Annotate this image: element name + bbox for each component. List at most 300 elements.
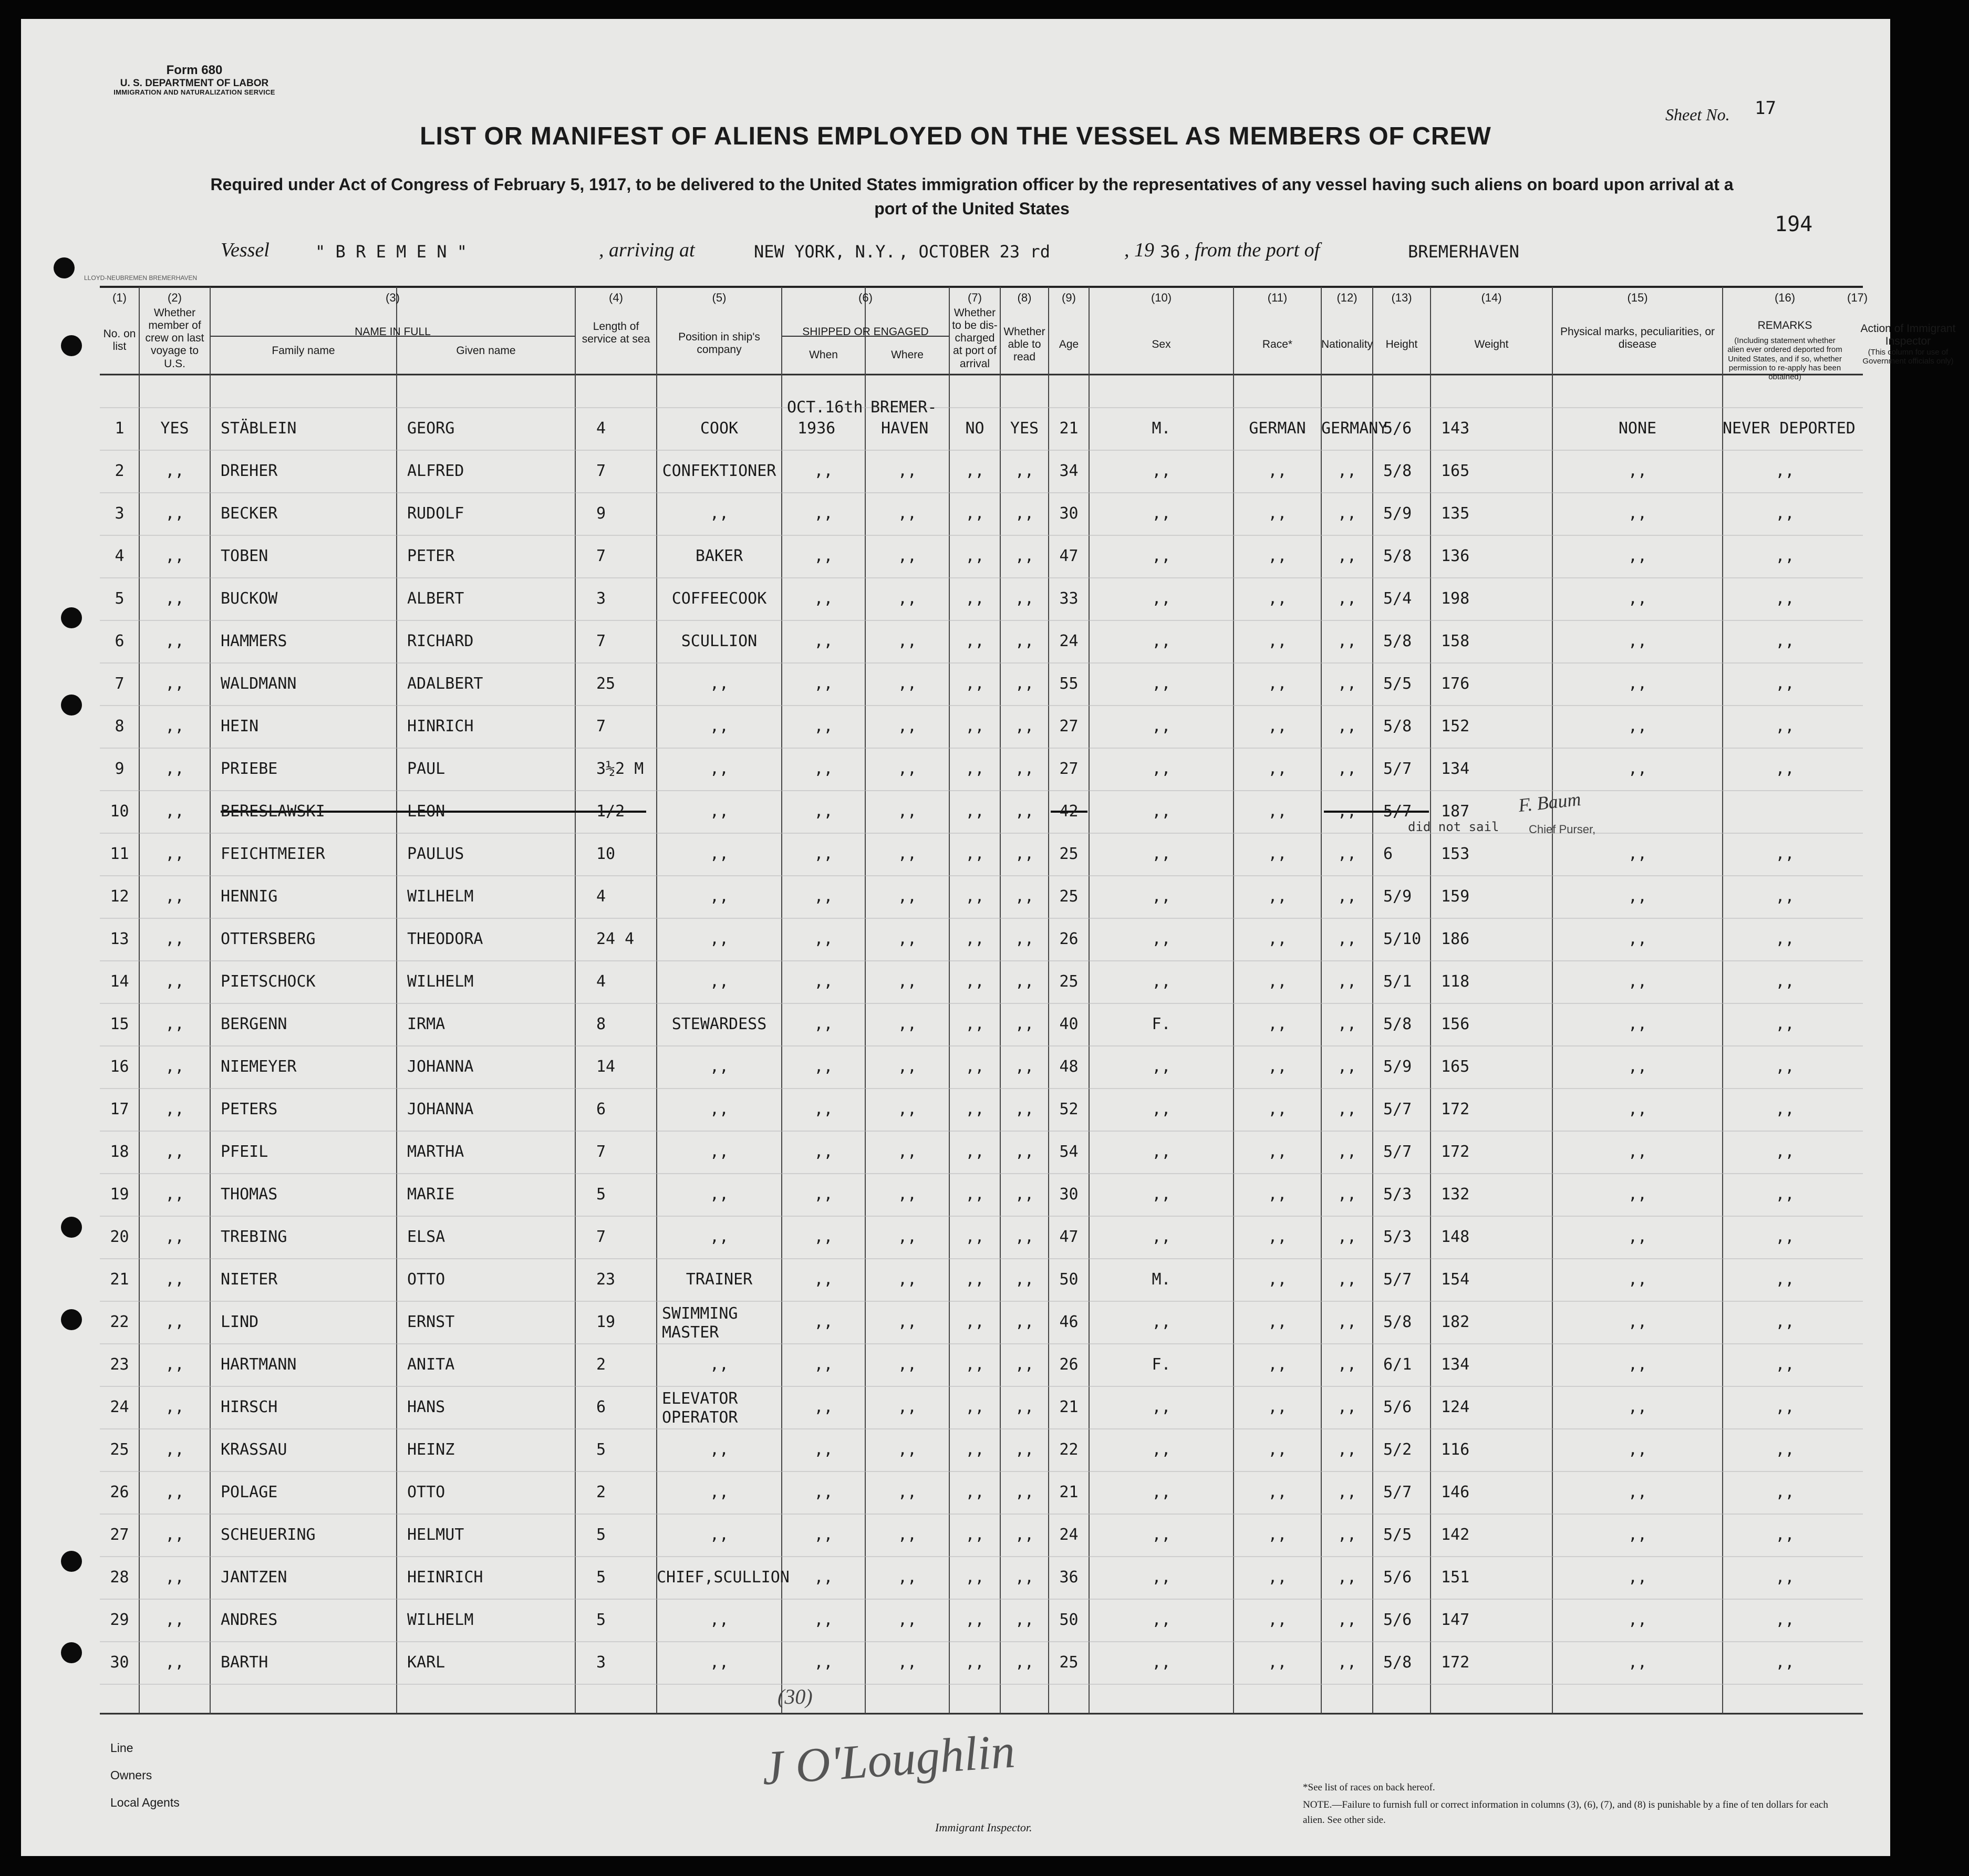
arrival-year: 36 bbox=[1160, 242, 1180, 262]
family-name-cell: HARTMANN bbox=[221, 1355, 297, 1374]
sex-cell: ,, bbox=[1152, 1313, 1171, 1331]
shipped-where-cell: ,, bbox=[897, 972, 917, 991]
discharged-cell: ,, bbox=[965, 845, 984, 863]
position-cell: ,, bbox=[709, 760, 729, 778]
row-number: 3 bbox=[115, 504, 125, 523]
physical-marks-cell: ,, bbox=[1628, 930, 1647, 948]
position-cell: ,, bbox=[709, 845, 729, 863]
position-cell: ,, bbox=[709, 1228, 729, 1246]
discharged-cell: ,, bbox=[965, 802, 984, 821]
given-name-cell: KARL bbox=[407, 1653, 445, 1672]
service-length-cell: 5 bbox=[596, 1526, 606, 1544]
weight-cell: 165 bbox=[1441, 462, 1470, 480]
shipped-when-cell: 1936 bbox=[797, 419, 836, 438]
binder-hole bbox=[61, 607, 82, 628]
last-voyage-cell: ,, bbox=[165, 1058, 184, 1076]
weight-cell: 118 bbox=[1441, 972, 1470, 991]
form-number: Form 680 bbox=[166, 63, 223, 77]
header-member-last-voyage: Whether member of crew on last voyage to U.S. bbox=[145, 307, 204, 370]
race-cell: ,, bbox=[1268, 504, 1287, 523]
purser-title: Chief Purser, bbox=[1529, 823, 1596, 836]
age-cell: 42 bbox=[1059, 802, 1079, 821]
height-cell: 5/5 bbox=[1383, 1526, 1412, 1544]
sex-cell: ,, bbox=[1152, 589, 1171, 608]
height-cell: 5/7 bbox=[1383, 760, 1412, 778]
physical-marks-cell: ,, bbox=[1628, 675, 1647, 693]
age-cell: 48 bbox=[1059, 1058, 1079, 1076]
shipped-when-cell: ,, bbox=[814, 547, 833, 565]
height-cell: 5/8 bbox=[1383, 717, 1412, 735]
row-number: 15 bbox=[110, 1015, 129, 1033]
family-name-cell: TREBING bbox=[221, 1228, 287, 1246]
given-name-cell: PAUL bbox=[407, 760, 445, 778]
family-name-cell: BARTH bbox=[221, 1653, 268, 1672]
height-cell: 5/7 bbox=[1383, 1270, 1412, 1289]
nationality-cell: ,, bbox=[1337, 1611, 1357, 1629]
shipped-when-cell: ,, bbox=[814, 1015, 833, 1033]
able-to-read-cell: ,, bbox=[1014, 632, 1034, 650]
column-number: (17) bbox=[1847, 291, 1868, 304]
vessel-label: Vessel bbox=[221, 239, 270, 261]
company-stamp: LLOYD-NEUBREMEN BREMERHAVEN bbox=[84, 274, 198, 282]
service-length-cell: 24 4 bbox=[596, 930, 635, 948]
last-voyage-cell: ,, bbox=[165, 1398, 184, 1416]
binder-hole bbox=[61, 1217, 82, 1238]
able-to-read-cell: ,, bbox=[1014, 1526, 1034, 1544]
physical-marks-cell: ,, bbox=[1628, 1100, 1647, 1118]
subtitle-line-1: Required under Act of Congress of February 5, 1917, to be delivered to the United States immigration officer by the representatives of any vessel having such aliens on board upon arrival at a bbox=[210, 175, 1734, 194]
column-number: (1) bbox=[112, 291, 127, 304]
weight-cell: 198 bbox=[1441, 589, 1470, 608]
remarks-cell: ,, bbox=[1775, 589, 1795, 608]
given-name-cell: LEON bbox=[407, 802, 445, 821]
remarks-cell: ,, bbox=[1775, 1228, 1795, 1246]
last-voyage-cell: ,, bbox=[165, 717, 184, 735]
local-agents-label: Local Agents bbox=[110, 1796, 180, 1809]
discharged-cell: ,, bbox=[965, 1526, 984, 1544]
nationality-cell: GERMANY bbox=[1321, 419, 1388, 438]
race-cell: ,, bbox=[1268, 547, 1287, 565]
physical-marks-cell: ,, bbox=[1628, 1015, 1647, 1033]
service-length-cell: 5 bbox=[596, 1440, 606, 1459]
age-cell: 30 bbox=[1059, 504, 1079, 523]
height-cell: 5/9 bbox=[1383, 504, 1412, 523]
remarks-cell: ,, bbox=[1775, 1568, 1795, 1587]
last-voyage-cell: ,, bbox=[165, 887, 184, 906]
family-name-cell: NIEMEYER bbox=[221, 1058, 297, 1076]
remarks-cell: ,, bbox=[1775, 1100, 1795, 1118]
age-cell: 47 bbox=[1059, 1228, 1079, 1246]
nationality-cell: ,, bbox=[1337, 930, 1357, 948]
binder-hole bbox=[61, 335, 82, 356]
age-cell: 21 bbox=[1059, 1398, 1079, 1416]
shipped-where-cell: ,, bbox=[897, 1058, 917, 1076]
column-number: (3) bbox=[386, 291, 400, 304]
physical-marks-cell: ,, bbox=[1628, 1398, 1647, 1416]
able-to-read-cell: ,, bbox=[1014, 972, 1034, 991]
sex-cell: ,, bbox=[1152, 547, 1171, 565]
discharged-cell: ,, bbox=[965, 1653, 984, 1672]
shipped-when-cell: ,, bbox=[814, 1058, 833, 1076]
given-name-cell: HELMUT bbox=[407, 1526, 464, 1544]
row-number: 24 bbox=[110, 1398, 129, 1416]
discharged-cell: ,, bbox=[965, 1143, 984, 1161]
weight-cell: 146 bbox=[1441, 1483, 1470, 1501]
shipped-where-cell: ,, bbox=[897, 1270, 917, 1289]
age-cell: 22 bbox=[1059, 1440, 1079, 1459]
sex-cell: ,, bbox=[1152, 972, 1171, 991]
race-cell: ,, bbox=[1268, 589, 1287, 608]
able-to-read-cell: ,, bbox=[1014, 1440, 1034, 1459]
sex-cell: ,, bbox=[1152, 1228, 1171, 1246]
column-number: (15) bbox=[1627, 291, 1648, 304]
given-name-cell: JOHANNA bbox=[407, 1100, 474, 1118]
given-name-cell: GEORG bbox=[407, 419, 455, 438]
able-to-read-cell: ,, bbox=[1014, 675, 1034, 693]
position-cell: SWIMMING bbox=[662, 1304, 738, 1323]
sex-cell: ,, bbox=[1152, 632, 1171, 650]
height-cell: 5/2 bbox=[1383, 1440, 1412, 1459]
row-number: 4 bbox=[115, 547, 125, 565]
given-name-cell: WILHELM bbox=[407, 1611, 474, 1629]
service-length-cell: 2 bbox=[596, 1355, 606, 1374]
last-voyage-cell: YES bbox=[160, 419, 189, 438]
column-number: (10) bbox=[1151, 291, 1172, 304]
able-to-read-cell: ,, bbox=[1014, 802, 1034, 821]
nationality-cell: ,, bbox=[1337, 547, 1357, 565]
sex-cell: ,, bbox=[1152, 717, 1171, 735]
weight-cell: 172 bbox=[1441, 1100, 1470, 1118]
family-name-cell: POLAGE bbox=[221, 1483, 278, 1501]
shipped-where-cell: ,, bbox=[897, 504, 917, 523]
binder-hole bbox=[54, 257, 75, 278]
age-cell: 47 bbox=[1059, 547, 1079, 565]
physical-marks-cell: ,, bbox=[1628, 845, 1647, 863]
sex-cell: ,, bbox=[1152, 802, 1171, 821]
age-cell: 27 bbox=[1059, 760, 1079, 778]
weight-cell: 151 bbox=[1441, 1568, 1470, 1587]
race-cell: ,, bbox=[1268, 1611, 1287, 1629]
position-cell: ,, bbox=[709, 1440, 729, 1459]
age-cell: 54 bbox=[1059, 1143, 1079, 1161]
sex-cell: ,, bbox=[1152, 1398, 1171, 1416]
discharged-cell: ,, bbox=[965, 589, 984, 608]
sex-cell: M. bbox=[1152, 1270, 1171, 1289]
service-length-cell: 25 bbox=[596, 675, 616, 693]
physical-marks-cell: NONE bbox=[1618, 419, 1657, 438]
physical-marks-cell: ,, bbox=[1628, 1611, 1647, 1629]
family-name-cell: THOMAS bbox=[221, 1185, 278, 1204]
discharged-cell: ,, bbox=[965, 1611, 984, 1629]
discharged-cell: ,, bbox=[965, 1228, 984, 1246]
row-number: 1 bbox=[115, 419, 125, 438]
service-length-cell: 19 bbox=[596, 1313, 616, 1331]
header-when: When bbox=[809, 349, 838, 361]
height-cell: 5/3 bbox=[1383, 1185, 1412, 1204]
service-length-cell: 3 bbox=[596, 1653, 606, 1672]
height-cell: 5/6 bbox=[1383, 1611, 1412, 1629]
row-number: 9 bbox=[115, 760, 125, 778]
nationality-cell: ,, bbox=[1337, 504, 1357, 523]
remarks-cell: ,, bbox=[1775, 1270, 1795, 1289]
race-cell: ,, bbox=[1268, 1228, 1287, 1246]
position-cell: ,, bbox=[709, 1653, 729, 1672]
given-name-cell: ELSA bbox=[407, 1228, 445, 1246]
shipped-when-cell: ,, bbox=[814, 1440, 833, 1459]
service-length-cell: 5 bbox=[596, 1568, 606, 1587]
header-weight: Weight bbox=[1474, 338, 1509, 350]
remarks-cell: ,, bbox=[1775, 760, 1795, 778]
age-cell: 50 bbox=[1059, 1270, 1079, 1289]
last-voyage-cell: ,, bbox=[165, 1483, 184, 1501]
able-to-read-cell: ,, bbox=[1014, 1270, 1034, 1289]
able-to-read-cell: ,, bbox=[1014, 1185, 1034, 1204]
race-cell: ,, bbox=[1268, 1100, 1287, 1118]
header-physical-marks: Physical marks, peculiarities, or disease bbox=[1560, 326, 1715, 351]
race-cell: ,, bbox=[1268, 1313, 1287, 1331]
shipped-when-cell: ,, bbox=[814, 717, 833, 735]
form-department: U. S. DEPARTMENT OF LABOR bbox=[120, 77, 269, 89]
weight-cell: 132 bbox=[1441, 1185, 1470, 1204]
given-name-cell: MARTHA bbox=[407, 1143, 464, 1161]
physical-marks-cell: ,, bbox=[1628, 504, 1647, 523]
departure-port: BREMERHAVEN bbox=[1408, 242, 1519, 262]
discharged-cell: ,, bbox=[965, 1568, 984, 1587]
row-number: 12 bbox=[110, 887, 129, 906]
header-remarks-sub: (Including statement whether alien ever ordered deported from United States, and if so, whether permission to re-apply has been obtained) bbox=[1727, 336, 1842, 381]
family-name-cell: PIETSCHOCK bbox=[221, 972, 316, 991]
row-number: 6 bbox=[115, 632, 125, 650]
service-length-cell: 8 bbox=[596, 1015, 606, 1033]
race-cell: ,, bbox=[1268, 845, 1287, 863]
nationality-cell: ,, bbox=[1337, 802, 1357, 821]
shipped-where-cell: ,, bbox=[897, 1015, 917, 1033]
age-cell: 25 bbox=[1059, 972, 1079, 991]
physical-marks-cell: ,, bbox=[1628, 462, 1647, 480]
position-cell: ,, bbox=[709, 930, 729, 948]
family-name-cell: DREHER bbox=[221, 462, 278, 480]
physical-marks-cell: ,, bbox=[1628, 1440, 1647, 1459]
row-number: 22 bbox=[110, 1313, 129, 1331]
physical-marks-cell: ,, bbox=[1628, 589, 1647, 608]
given-name-cell: THEODORA bbox=[407, 930, 483, 948]
race-cell: ,, bbox=[1268, 1270, 1287, 1289]
row-number: 13 bbox=[110, 930, 129, 948]
header-nationality: Nationality bbox=[1321, 338, 1373, 350]
service-length-cell: 7 bbox=[596, 1143, 606, 1161]
remarks-cell: ,, bbox=[1775, 717, 1795, 735]
last-voyage-cell: ,, bbox=[165, 547, 184, 565]
column-number: (4) bbox=[609, 291, 623, 304]
nationality-cell: ,, bbox=[1337, 1015, 1357, 1033]
row-number: 26 bbox=[110, 1483, 129, 1501]
shipped-when-cell: ,, bbox=[814, 504, 833, 523]
position-cell: ,, bbox=[709, 1526, 729, 1544]
race-cell: ,, bbox=[1268, 972, 1287, 991]
discharged-cell: ,, bbox=[965, 930, 984, 948]
shipped-where-cell: ,, bbox=[897, 717, 917, 735]
discharged-cell: ,, bbox=[965, 632, 984, 650]
service-length-cell: 4 bbox=[596, 887, 606, 906]
row-number: 21 bbox=[110, 1270, 129, 1289]
shipped-when-cell: ,, bbox=[814, 1313, 833, 1331]
weight-cell: 134 bbox=[1441, 1355, 1470, 1374]
service-length-cell: 23 bbox=[596, 1270, 616, 1289]
shipped-where-cell: ,, bbox=[897, 547, 917, 565]
family-name-cell: KRASSAU bbox=[221, 1440, 287, 1459]
able-to-read-cell: ,, bbox=[1014, 547, 1034, 565]
family-name-cell: BECKER bbox=[221, 504, 278, 523]
discharged-cell: ,, bbox=[965, 1313, 984, 1331]
shipped-where-cell: ,, bbox=[897, 845, 917, 863]
race-cell: ,, bbox=[1268, 1653, 1287, 1672]
manifest-sheet bbox=[21, 19, 1956, 1856]
height-cell: 5/8 bbox=[1383, 547, 1412, 565]
sheet-label: Sheet No. bbox=[1665, 105, 1730, 124]
family-name-cell: BERESLAWSKI bbox=[221, 802, 325, 821]
remarks-cell: ,, bbox=[1775, 972, 1795, 991]
shipped-when-cell: ,, bbox=[814, 1143, 833, 1161]
nationality-cell: ,, bbox=[1337, 1526, 1357, 1544]
given-name-cell: PETER bbox=[407, 547, 455, 565]
service-length-cell: 2 bbox=[596, 1483, 606, 1501]
shipped-where-cell: ,, bbox=[897, 589, 917, 608]
height-cell: 6/1 bbox=[1383, 1355, 1412, 1374]
age-cell: 21 bbox=[1059, 1483, 1079, 1501]
able-to-read-cell: ,, bbox=[1014, 760, 1034, 778]
header-remarks: REMARKS bbox=[1757, 319, 1812, 331]
discharged-cell: ,, bbox=[965, 1270, 984, 1289]
row-number: 8 bbox=[115, 717, 125, 735]
arriving-label: , arriving at bbox=[599, 239, 695, 261]
height-cell: 5/5 bbox=[1383, 675, 1412, 693]
physical-marks-cell: ,, bbox=[1628, 547, 1647, 565]
nationality-cell: ,, bbox=[1337, 1313, 1357, 1331]
given-name-cell: HINRICH bbox=[407, 717, 474, 735]
service-length-cell: 5 bbox=[596, 1611, 606, 1629]
position-cell: COFFEECOOK bbox=[671, 589, 767, 608]
service-length-cell: 14 bbox=[596, 1058, 616, 1076]
discharged-cell: ,, bbox=[965, 1355, 984, 1374]
binder-hole bbox=[61, 1309, 82, 1330]
header-where: Where bbox=[891, 349, 924, 361]
physical-marks-cell: ,, bbox=[1628, 1355, 1647, 1374]
column-number: (5) bbox=[712, 291, 727, 304]
weight-cell: 142 bbox=[1441, 1526, 1470, 1544]
stamp-number: 194 bbox=[1775, 212, 1813, 236]
race-cell: ,, bbox=[1268, 462, 1287, 480]
form-service: IMMIGRATION AND NATURALIZATION SERVICE bbox=[113, 88, 275, 97]
remarks-cell: ,, bbox=[1775, 887, 1795, 906]
nationality-cell: ,, bbox=[1337, 717, 1357, 735]
height-cell: 5/8 bbox=[1383, 1015, 1412, 1033]
shipped-where-cell: ,, bbox=[897, 1568, 917, 1587]
page-title: LIST OR MANIFEST OF ALIENS EMPLOYED ON THE VESSEL AS MEMBERS OF CREW bbox=[420, 122, 1491, 150]
able-to-read-cell: ,, bbox=[1014, 845, 1034, 863]
shipped-where-cell: ,, bbox=[897, 1355, 917, 1374]
position-cell: ,, bbox=[709, 504, 729, 523]
physical-marks-cell: ,, bbox=[1628, 972, 1647, 991]
weight-cell: 165 bbox=[1441, 1058, 1470, 1076]
weight-cell: 186 bbox=[1441, 930, 1470, 948]
discharged-cell: ,, bbox=[965, 1398, 984, 1416]
discharged-cell: ,, bbox=[965, 1058, 984, 1076]
last-voyage-cell: ,, bbox=[165, 1440, 184, 1459]
shipped-where-cell: BREMER- bbox=[870, 398, 937, 417]
race-cell: ,, bbox=[1268, 1526, 1287, 1544]
height-cell: 6 bbox=[1383, 845, 1393, 863]
position-cell: ,, bbox=[709, 717, 729, 735]
row-number: 5 bbox=[115, 589, 125, 608]
sex-cell: ,, bbox=[1152, 1100, 1171, 1118]
shipped-where-cell: ,, bbox=[897, 1313, 917, 1331]
discharged-cell: ,, bbox=[965, 1483, 984, 1501]
sex-cell: ,, bbox=[1152, 1611, 1171, 1629]
physical-marks-cell: ,, bbox=[1628, 1143, 1647, 1161]
physical-marks-cell: ,, bbox=[1628, 1483, 1647, 1501]
nationality-cell: ,, bbox=[1337, 1440, 1357, 1459]
sheet-number: 17 bbox=[1755, 98, 1776, 119]
nationality-cell: ,, bbox=[1337, 1653, 1357, 1672]
race-cell: ,, bbox=[1268, 1058, 1287, 1076]
sex-cell: F. bbox=[1152, 1355, 1171, 1374]
age-cell: 24 bbox=[1059, 632, 1079, 650]
discharged-cell: ,, bbox=[965, 1185, 984, 1204]
service-length-cell: 6 bbox=[596, 1398, 606, 1416]
position-cell: ,, bbox=[709, 1355, 729, 1374]
discharged-cell: ,, bbox=[965, 1100, 984, 1118]
able-to-read-cell: ,, bbox=[1014, 504, 1034, 523]
given-name-cell: IRMA bbox=[407, 1015, 445, 1033]
nationality-cell: ,, bbox=[1337, 1100, 1357, 1118]
nationality-cell: ,, bbox=[1337, 1398, 1357, 1416]
service-length-cell: 7 bbox=[596, 717, 606, 735]
weight-cell: 172 bbox=[1441, 1143, 1470, 1161]
shipped-when-cell: ,, bbox=[814, 589, 833, 608]
last-voyage-cell: ,, bbox=[165, 1653, 184, 1672]
sex-cell: ,, bbox=[1152, 1185, 1171, 1204]
header-no-on-list: No. on list bbox=[103, 328, 136, 353]
position-cell: ,, bbox=[709, 1483, 729, 1501]
able-to-read-cell: ,, bbox=[1014, 1483, 1034, 1501]
shipped-where-cell: ,, bbox=[897, 1228, 917, 1246]
row-number: 30 bbox=[110, 1653, 129, 1672]
owners-label: Owners bbox=[110, 1768, 152, 1782]
family-name-cell: BUCKOW bbox=[221, 589, 278, 608]
from-port-label: , from the port of bbox=[1185, 239, 1320, 261]
physical-marks-cell: ,, bbox=[1628, 760, 1647, 778]
nationality-cell: ,, bbox=[1337, 675, 1357, 693]
shipped-where-cell: ,, bbox=[897, 1483, 917, 1501]
family-name-cell: ANDRES bbox=[221, 1611, 278, 1629]
row-number: 18 bbox=[110, 1143, 129, 1161]
sex-cell: M. bbox=[1152, 419, 1171, 438]
shipped-where-cell: ,, bbox=[897, 1398, 917, 1416]
discharged-cell: ,, bbox=[965, 462, 984, 480]
age-cell: 25 bbox=[1059, 845, 1079, 863]
nationality-cell: ,, bbox=[1337, 972, 1357, 991]
age-cell: 26 bbox=[1059, 930, 1079, 948]
row-number: 11 bbox=[110, 845, 129, 863]
service-length-cell: 1/2 bbox=[596, 802, 625, 821]
position-cell: OPERATOR bbox=[662, 1408, 738, 1427]
age-cell: 52 bbox=[1059, 1100, 1079, 1118]
family-name-cell: PETERS bbox=[221, 1100, 278, 1118]
family-name-cell: TOBEN bbox=[221, 547, 268, 565]
family-name-cell: HAMMERS bbox=[221, 632, 287, 650]
shipped-when-cell: ,, bbox=[814, 1185, 833, 1204]
able-to-read-cell: ,, bbox=[1014, 717, 1034, 735]
